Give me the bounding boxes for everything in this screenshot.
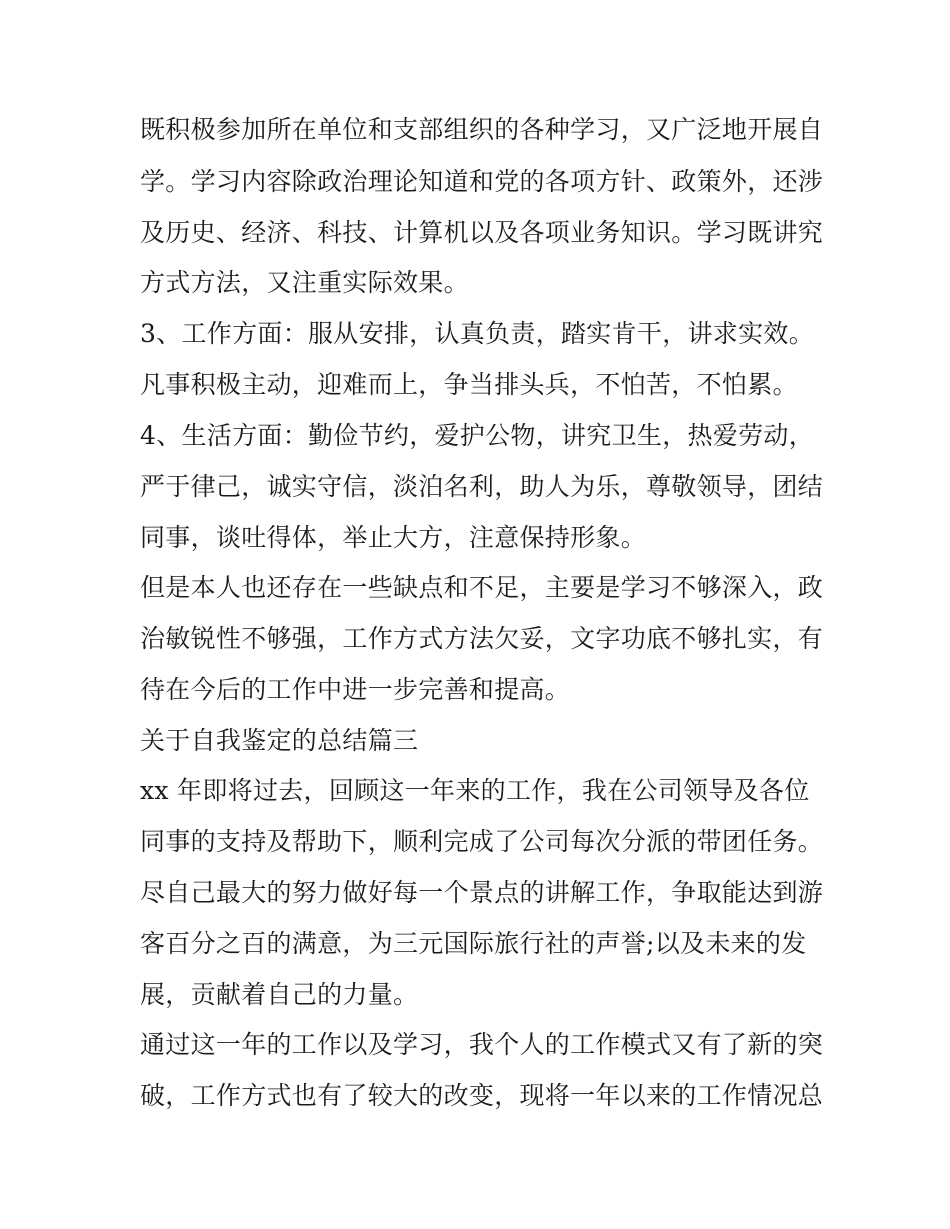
text-line: 待在今后的工作中进一步完善和提高。 — [140, 675, 571, 704]
text-line: 尽自己最大的努力做好每一个景点的讲解工作，争取能达到游 — [140, 878, 824, 907]
text-line: 严于律己，诚实守信，淡泊名利，助人为乐，尊敬领导，团结 — [140, 472, 824, 501]
text-line: 4、生活方面：勤俭节约，爱护公物，讲究卫生，热爱劳动， — [140, 421, 815, 450]
text-line: 破，工作方式也有了较大的改变，现将一年以来的工作情况总 — [140, 1081, 824, 1110]
text-line: 客百分之百的满意，为三元国际旅行社的声誉;以及未来的发 — [140, 929, 807, 958]
text-line: 治敏锐性不够强，工作方式方法欠妥，文字功底不够扎实，有 — [140, 624, 824, 653]
text-line: 通过这一年的工作以及学习，我个人的工作模式又有了新的突 — [140, 1030, 824, 1059]
text-line: 既积极参加所在单位和支部组织的各种学习，又广泛地开展自 — [140, 115, 824, 144]
text-line: 但是本人也还存在一些缺点和不足，主要是学习不够深入，政 — [140, 573, 824, 602]
text-line: 3、工作方面：服从安排，认真负责，踏实肯干，讲求实效。 — [140, 319, 815, 348]
text-line: 学。学习内容除政治理论知道和党的各项方针、政策外，还涉 — [140, 167, 824, 196]
text-line: 凡事积极主动，迎难而上，争当排头兵，不怕苦，不怕累。 — [140, 370, 798, 399]
text-line: 同事的支持及帮助下，顺利完成了公司每次分派的带团任务。 — [140, 827, 824, 856]
text-line: 方式方法，又注重实际效果。 — [140, 268, 469, 297]
text-line: xx 年即将过去，回顾这一年来的工作，我在公司领导及各位 — [140, 776, 810, 805]
text-line: 同事，谈吐得体，举止大方，注意保持形象。 — [140, 523, 647, 552]
section-heading: 关于自我鉴定的总结篇三 — [140, 726, 419, 755]
text-line: 展，贡献着自己的力量。 — [140, 980, 419, 1009]
text-line: 及历史、经济、科技、计算机以及各项业务知识。学习既讲究 — [140, 218, 824, 247]
